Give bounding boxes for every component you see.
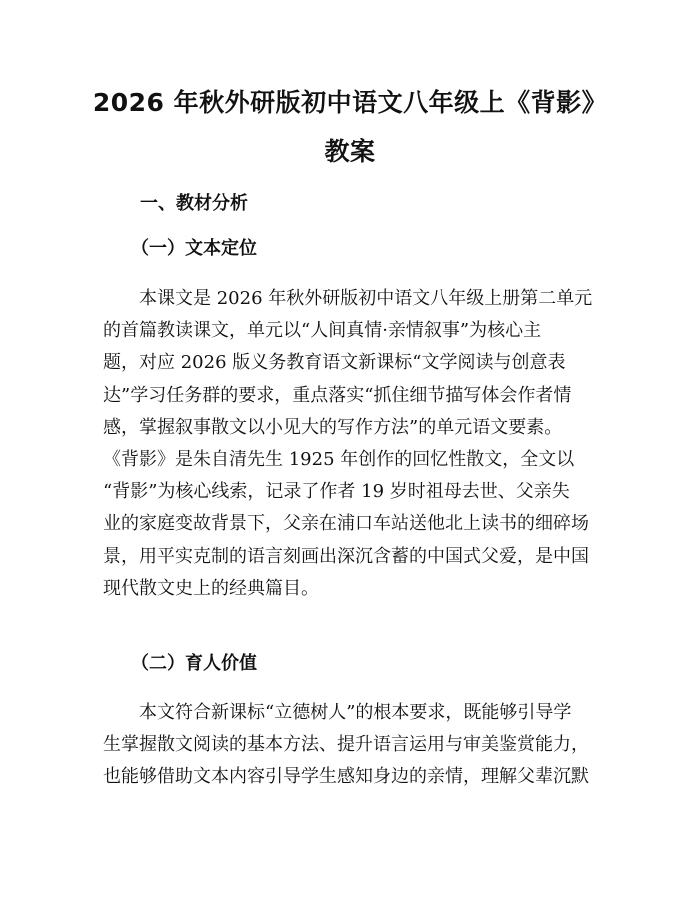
paragraph-line: 的首篇教读课文，单元以“人间真情·亲情叙事”为核心主: [103, 320, 542, 342]
document-title-line-1: 2026 年秋外研版初中语文八年级上《背影》: [92, 88, 608, 117]
paragraph-line: 也能够借助文本内容引导学生感知身边的亲情，理解父辈沉默: [103, 766, 589, 788]
paragraph-line: 《背影》是朱自清先生 1925 年创作的回忆性散文，全文以: [103, 448, 575, 470]
paragraph-educational-value: [103, 697, 603, 794]
paragraph-line: 业的家庭变故背景下，父亲在浦口车站送他北上读书的细碎场: [103, 513, 589, 535]
paragraph-text-positioning: [103, 283, 603, 605]
paragraph-line: 感，掌握叙事散文以小见大的写作方法”的单元语文要素。: [103, 416, 563, 438]
subsection-heading-educational-value: （二）育人价值: [131, 653, 257, 674]
paragraph-line: 本课文是 2026 年秋外研版初中语文八年级上册第二单元: [103, 288, 593, 309]
paragraph-line: 本文符合新课标“立德树人”的根本要求，既能够引导学: [103, 702, 572, 723]
paragraph-line: “背影”为核心线索，记录了作者 19 岁时祖母去世、父亲失: [103, 481, 570, 503]
paragraph-line: 题，对应 2026 版义务教育语文新课标“文学阅读与创意表: [103, 352, 566, 374]
section-heading-textbook-analysis: 一、教材分析: [140, 193, 248, 214]
paragraph-line: 现代散文史上的经典篇目。: [103, 577, 319, 599]
subsection-heading-text-positioning: （一）文本定位: [131, 238, 257, 259]
paragraph-line: 生掌握散文阅读的基本方法、提升语言运用与审美鉴赏能力，: [103, 734, 589, 756]
document-title-line-2: 教案: [324, 137, 376, 166]
paragraph-line: 达”学习任务群的要求，重点落实“抓住细节描写体会作者情: [103, 384, 572, 406]
paragraph-line: 景，用平实克制的语言刻画出深沉含蓄的中国式父爱，是中国: [103, 545, 589, 567]
